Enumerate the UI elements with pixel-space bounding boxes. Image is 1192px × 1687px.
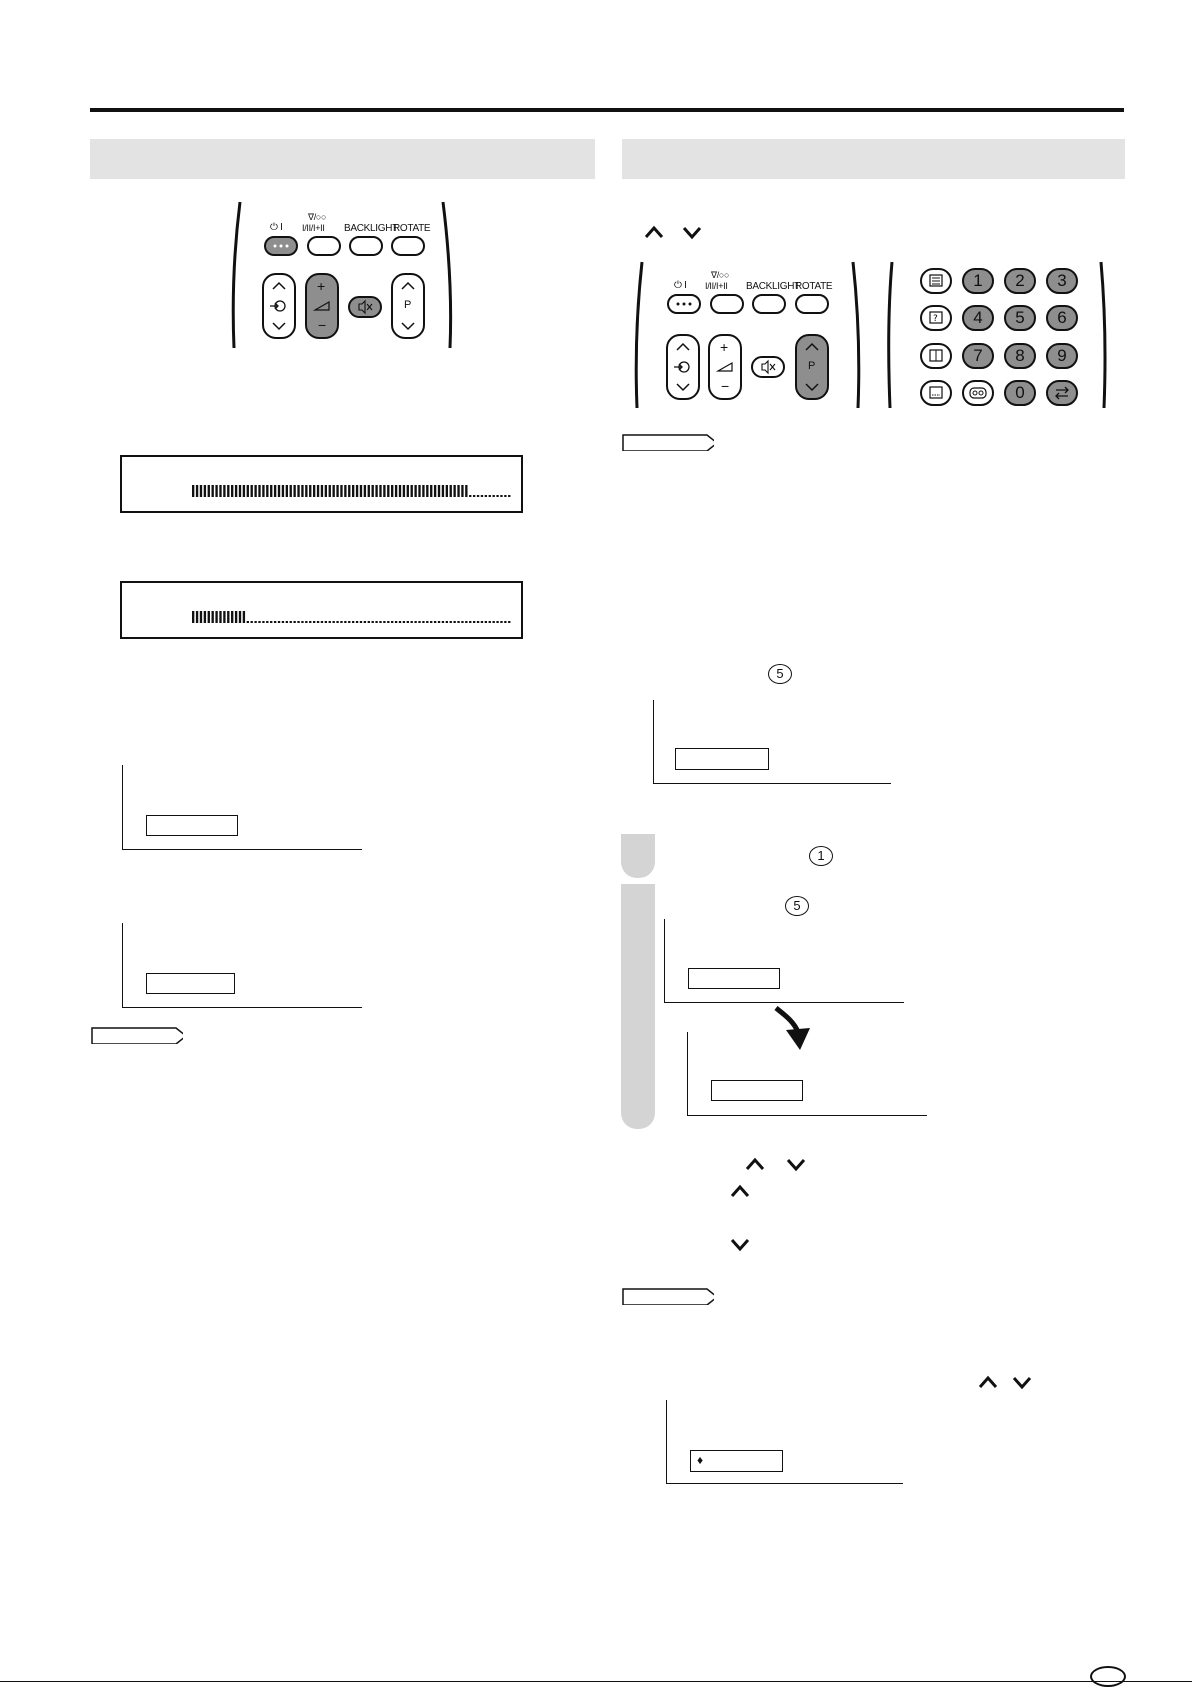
remote-control-right [632,258,868,410]
volume-segment-empty [387,621,389,623]
mute-button[interactable] [348,296,382,318]
volume-segment-empty [270,621,272,623]
svg-text:?: ? [933,314,938,324]
remote-numpad [880,258,1112,410]
volume-segment-filled [192,611,194,623]
volume-segment-empty [485,621,487,623]
volume-segment-filled [450,485,452,497]
right-screen-tag-3 [711,1080,803,1101]
volume-segment-filled [434,485,436,497]
program-label: P [808,360,816,372]
volume-segment-empty [254,621,256,623]
volume-segment-empty [477,495,479,497]
volume-segment-empty [500,495,502,497]
power-icon [669,296,699,312]
volume-segment-empty [368,621,370,623]
teletext-hold-button[interactable] [962,380,994,406]
right-screen-bracket-4 [666,1400,903,1484]
rotate-label: ROTATE [393,223,431,234]
volume-segment-empty [473,621,475,623]
volume-segment-filled [235,611,237,623]
left-screen-bracket-2 [122,923,362,1008]
volume-segment-filled [391,485,393,497]
volume-segment-filled [336,485,338,497]
volume-segment-filled [422,485,424,497]
volume-segment-filled [332,485,334,497]
digit-6-button[interactable]: 6 [1046,305,1078,331]
volume-segment-filled [438,485,440,497]
right-screen-tag-1 [675,748,769,770]
volume-segment-filled [372,485,374,497]
volume-segment-empty [469,495,471,497]
volume-segment-filled [223,485,225,497]
volume-segment-empty [301,621,303,623]
volume-segment-filled [317,485,319,497]
volume-segment-empty [411,621,413,623]
volume-segment-empty [504,621,506,623]
backlight-label: BACKLIGHT [746,281,800,292]
right-screen-bracket-1 [653,700,891,784]
teletext-button[interactable] [920,268,952,294]
volume-segment-filled [407,485,409,497]
right-section-header [622,139,1125,179]
backlight-button[interactable] [349,236,383,256]
circled-digit-1: 1 [809,846,833,866]
volume-segment-filled [309,485,311,497]
volume-segment-empty [457,621,459,623]
volume-segment-empty [465,621,467,623]
volume-segment-filled [356,485,358,497]
teletext-reveal-button[interactable] [920,305,952,331]
volume-segment-filled [457,485,459,497]
volume-segment-filled [329,485,331,497]
volume-segment-empty [508,621,510,623]
sound-mode-button[interactable] [710,294,744,314]
volume-segment-filled [219,485,221,497]
language-badge [1090,1666,1126,1687]
volume-segment-filled [212,485,214,497]
volume-bar-high [122,457,521,511]
digit-2-button[interactable]: 2 [1004,268,1036,294]
left-section-header [90,139,595,179]
program-button[interactable] [795,334,829,400]
volume-segment-empty [274,621,276,623]
volume-segment-empty [266,621,268,623]
volume-segment-empty [379,621,381,623]
volume-segment-empty [344,621,346,623]
volume-segment-filled [387,485,389,497]
volume-segment-empty [504,495,506,497]
volume-segment-empty [305,621,307,623]
sound-label-bottom: I/II/I+II [302,223,325,233]
volume-segment-filled [208,485,210,497]
volume-segment-empty [438,621,440,623]
volume-segment-filled [426,485,428,497]
chevron-down-icon [1011,1374,1033,1390]
step-tab-1 [621,834,655,878]
chevron-down-icon [729,1236,751,1252]
volume-segment-filled [215,611,217,623]
volume-segment-empty [360,621,362,623]
volume-segment-empty [485,495,487,497]
volume-segment-filled [243,485,245,497]
volume-segment-empty [399,621,401,623]
volume-segment-empty [383,621,385,623]
volume-segment-filled [340,485,342,497]
volume-segment-empty [489,621,491,623]
volume-segment-empty [430,621,432,623]
volume-segment-empty [364,621,366,623]
volume-segment-filled [301,485,303,497]
volume-segment-empty [286,621,288,623]
remote-control-left [228,200,458,350]
sound-label-bottom: I/II/I+II [705,281,728,291]
volume-segment-empty [290,621,292,623]
chevron-up-icon [977,1374,999,1390]
power-button[interactable] [264,236,298,256]
flashback-icon [1048,382,1076,404]
volume-segment-filled [204,611,206,623]
volume-segment-empty [336,621,338,623]
volume-segment-filled [348,485,350,497]
volume-segment-filled [223,611,225,623]
volume-segment-filled [364,485,366,497]
volume-segment-filled [461,485,463,497]
volume-segment-empty [356,621,358,623]
volume-segment-filled [239,485,241,497]
hold-icon [964,382,992,404]
power-button[interactable] [667,294,701,314]
volume-segment-empty [348,621,350,623]
volume-segment-filled [243,611,245,623]
volume-segment-filled [399,485,401,497]
volume-segment-filled [278,485,280,497]
volume-segment-empty [309,621,311,623]
volume-segment-filled [251,485,253,497]
volume-segment-empty [434,621,436,623]
volume-segment-filled [231,611,233,623]
volume-segment-filled [465,485,467,497]
volume-segment-empty [317,621,319,623]
note-tag-icon [622,434,714,451]
input-icon [264,275,294,337]
volume-segment-filled [442,485,444,497]
teletext-size-button[interactable] [920,343,952,369]
digit-0-button[interactable]: 0 [1004,380,1036,406]
volume-segment-empty [332,621,334,623]
volume-segment-filled [375,485,377,497]
volume-segment-empty [481,495,483,497]
volume-segment-filled [200,485,202,497]
volume-segment-empty [329,621,331,623]
volume-segment-empty [473,495,475,497]
volume-segment-filled [313,485,315,497]
volume-button[interactable] [305,273,339,339]
subtitle-icon [922,382,950,404]
volume-segment-empty [395,621,397,623]
volume-display-low [120,581,523,639]
volume-segment-filled [344,485,346,497]
volume-segment-empty [492,495,494,497]
volume-segment-filled [290,485,292,497]
digit-1-button[interactable]: 1 [962,268,994,294]
input-select-button[interactable] [262,273,296,339]
circled-digit-5: 5 [768,664,792,684]
volume-plus-label: + [317,278,325,294]
volume-segment-empty [481,621,483,623]
volume-segment-filled [446,485,448,497]
volume-segment-empty [426,621,428,623]
volume-icon [716,361,736,373]
mute-button[interactable] [751,356,785,378]
volume-segment-filled [200,611,202,623]
volume-minus-label: − [318,317,326,333]
reveal-icon [922,307,950,329]
volume-segment-filled [286,485,288,497]
volume-segment-empty [496,621,498,623]
circled-digit-5: 5 [785,896,809,916]
volume-segment-filled [262,485,264,497]
teletext-icon [922,270,950,292]
volume-segment-empty [340,621,342,623]
volume-segment-filled [208,611,210,623]
left-screen-tag-1 [146,815,238,836]
volume-segment-filled [360,485,362,497]
top-rule [90,108,1124,112]
volume-segment-empty [489,495,491,497]
program-button[interactable] [391,273,425,339]
digit-3-button[interactable]: 3 [1046,268,1078,294]
subtitle-button[interactable] [920,380,952,406]
volume-segment-empty [375,621,377,623]
volume-segment-empty [422,621,424,623]
volume-segment-empty [313,621,315,623]
volume-icon [313,300,333,312]
volume-segment-empty [391,621,393,623]
sound-label-top: ∇/○○ [308,212,327,222]
digit-4-button[interactable]: 4 [962,305,994,331]
right-screen-tag-4: ♦ [690,1450,783,1472]
volume-segment-empty [496,495,498,497]
sound-mode-button[interactable] [307,236,341,256]
volume-segment-filled [204,485,206,497]
volume-segment-filled [293,485,295,497]
volume-segment-filled [270,485,272,497]
volume-segment-empty [414,621,416,623]
volume-segment-empty [352,621,354,623]
volume-bar-low [122,583,521,637]
volume-segment-empty [446,621,448,623]
volume-segment-empty [407,621,409,623]
volume-segment-filled [383,485,385,497]
size-icon [922,345,950,367]
volume-segment-empty [282,621,284,623]
volume-segment-filled [368,485,370,497]
flashback-button[interactable] [1046,380,1078,406]
chevron-down-icon [785,1156,807,1172]
chevron-up-icon [729,1183,751,1199]
volume-segment-filled [196,485,198,497]
volume-segment-filled [239,611,241,623]
volume-segment-empty [453,621,455,623]
volume-segment-filled [282,485,284,497]
power-label: ⏻ I [674,280,687,291]
volume-segment-filled [325,485,327,497]
volume-segment-filled [305,485,307,497]
volume-segment-empty [251,621,253,623]
mute-icon [350,298,380,316]
volume-segment-filled [227,611,229,623]
digit-9-button[interactable]: 9 [1046,343,1078,369]
volume-segment-filled [258,485,260,497]
volume-segment-empty [450,621,452,623]
volume-segment-empty [500,621,502,623]
note-tag-icon [91,1027,183,1044]
right-screen-tag-2 [688,968,780,989]
volume-segment-filled [403,485,405,497]
volume-segment-filled [227,485,229,497]
right-screen-bracket-3 [687,1032,927,1116]
input-icon [668,336,698,398]
backlight-button[interactable] [752,294,786,314]
volume-display-high [120,455,523,513]
volume-segment-filled [254,485,256,497]
chevron-up-icon [643,224,665,240]
volume-segment-filled [235,485,237,497]
volume-button[interactable] [708,334,742,400]
volume-segment-empty [258,621,260,623]
chevron-down-icon [681,224,703,240]
volume-segment-empty [418,621,420,623]
chevron-up-icon [744,1156,766,1172]
volume-segment-empty [321,621,323,623]
volume-segment-empty [492,621,494,623]
digit-5-button[interactable]: 5 [1004,305,1036,331]
volume-segment-filled [411,485,413,497]
volume-segment-filled [196,611,198,623]
volume-segment-filled [247,485,249,497]
volume-segment-filled [418,485,420,497]
left-screen-bracket-1 [122,765,362,850]
volume-segment-filled [231,485,233,497]
left-screen-tag-2 [146,973,235,994]
program-label: P [404,299,412,311]
volume-segment-empty [247,621,249,623]
volume-segment-filled [192,485,194,497]
volume-segment-filled [297,485,299,497]
note-tag-icon [622,1288,714,1305]
rotate-label: ROTATE [795,281,833,292]
volume-segment-filled [453,485,455,497]
volume-segment-filled [215,485,217,497]
sound-label-top: ∇/○○ [711,270,730,280]
power-label: ⏻ I [270,222,283,233]
volume-segment-filled [266,485,268,497]
digit-7-button[interactable]: 7 [962,343,994,369]
rotate-button[interactable] [795,294,829,314]
volume-segment-filled [430,485,432,497]
volume-segment-filled [212,611,214,623]
volume-plus-label: + [720,339,728,355]
volume-segment-empty [293,621,295,623]
volume-minus-label: − [721,378,729,394]
volume-segment-filled [414,485,416,497]
volume-segment-empty [278,621,280,623]
volume-segment-empty [297,621,299,623]
rotate-button[interactable] [391,236,425,256]
volume-segment-filled [321,485,323,497]
right-screen-bracket-2 [664,919,904,1003]
power-icon [266,238,296,254]
volume-segment-empty [372,621,374,623]
mute-icon [753,358,783,376]
volume-segment-empty [508,495,510,497]
volume-segment-empty [469,621,471,623]
volume-segment-empty [461,621,463,623]
step-tab-2 [621,884,655,1129]
volume-segment-empty [325,621,327,623]
volume-segment-empty [403,621,405,623]
volume-segment-filled [274,485,276,497]
input-select-button[interactable] [666,334,700,400]
volume-segment-empty [262,621,264,623]
volume-segment-filled [395,485,397,497]
digit-8-button[interactable]: 8 [1004,343,1036,369]
volume-segment-filled [379,485,381,497]
volume-segment-empty [442,621,444,623]
backlight-label: BACKLIGHT [344,223,398,234]
volume-segment-filled [219,611,221,623]
volume-segment-empty [477,621,479,623]
bottom-rule [0,1681,1192,1682]
volume-segment-filled [352,485,354,497]
